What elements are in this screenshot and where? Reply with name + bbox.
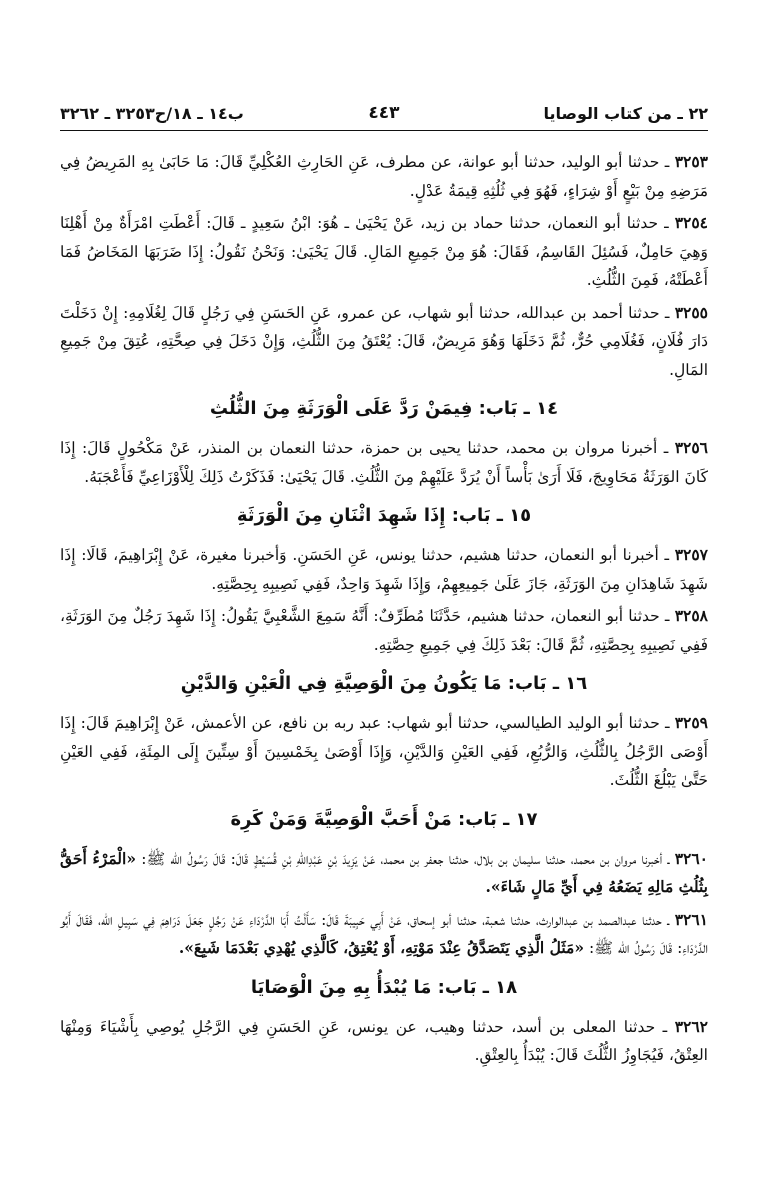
chapter-heading: ١٦ ـ بَاب: مَا يَكُونُ مِنَ الْوَصِيَّةِ فِي الْعَيْنِ وَالدَّيْنِ [180,673,588,694]
hadith-text: ـ حدثنا أبو النعمان، حدثنا حماد بن زيد، عَنْ يَحْيَىٰ ـ هُوَ: ابْنُ سَعِيدٍ ـ قَالَ: أَعْطَتِ امْرَأَةٌ مِنْ أَهْلِنَا وَهِيَ حَامِلٌ، فَسُئِلَ القَاسِمُ، فَقَالَ: هُوَ مِنْ جَمِيعِ المَالِ. قَالَ يَحْيَىٰ: وَنَحْنُ نَقُولُ: إِذَا ضَرَبَهَا المَخَاضُ فَمَا أَعْطَتْهُ، فَمِنَ الثُّلُثِ. [60,214,708,289]
hadith-number: ٣٢٥٣ [674,152,708,171]
hadith-text: ـ حدثنا أحمد بن عبدالله، حدثنا أبو شهاب، عن عمرو، عَنِ الحَسَنِ فِي رَجُلٍ قَالَ لِغُلَامِهِ: إِنْ دَخَلْتَ دَارَ فُلَانٍ، فَغُلَامِي حُرٌّ، ثُمَّ دَخَلَهَا وَهُوَ مَرِيضٌ، قَالَ: يُعْتَقُ مِنَ الثُّلُثِ، وَإِنْ دَخَلَ فِي صِحَّتِهِ، عُتِقَ مِنْ جَمِيعِ المَالِ. [60,303,708,379]
hadith-paragraph [60,906,708,963]
hadith-paragraph [60,299,708,385]
chapter-title: ٢٢ ـ من كتاب الوصايا [543,103,708,123]
hadith-number: ٣٢٥٧ [674,545,708,564]
hadith-paragraph [60,541,708,598]
prophetic-quote: «الْمَرْءُ أَحَقُّ بِثُلُثِ مَالِهِ يَضَعُهُ فِي أَيِّ مَالٍ شَاءَ». [60,848,708,896]
hadith-paragraph [60,845,708,902]
hadith-paragraph [60,1013,708,1070]
hadith-text: ـ حدثنا أبو النعمان، حدثنا هشيم، حَدَّثَنَا مُطَرِّفٌ: أَنَّهُ سَمِعَ الشَّعْبِيَّ يَقُولُ: إِذَا شَهِدَ رَجُلٌ مِنَ الوَرَثَةِ، فَفِي نَصِيبِهِ بِحِصَّتِهِ، ثُمَّ قَالَ: بَعْدَ ذَلِكَ فِي جَمِيعِ حِصَّتِهِ. [60,607,708,654]
hadith-number: ٣٢٦١ [674,909,708,929]
hadith-text: ـ أخبرنا مروان بن محمد، حدثنا سليمان بن بلال، حدثنا جعفر بن محمد، عَنْ يَزِيدَ بْنِ عَبْدِاللهِ بْنِ قُسَيْطٍ قَالَ: قَالَ رَسُولُ الله ﷺ: [136,849,675,868]
hadith-number: ٣٢٦٢ [674,1016,708,1036]
hadith-text: ـ حدثنا أبو الوليد، حدثنا أبو عوانة، عن مطرف، عَنِ الحَارِثِ العُكْلِيِّ قَالَ: مَا حَابَىٰ بِهِ المَرِيضُ فِي مَرَضِهِ مِنْ بَيْعٍ أَوْ شِرَاءٍ، فَهُوَ فِي ثُلُثِهِ قِيمَةُ عَدْلٍ. [60,153,708,200]
hadith-text: ـ حدثنا عبدالصمد بن عبدالوارث، حدثنا شعبة، حدثنا أبو إسحاق، عَنْ أَبِي حَبِيبَةَ قَالَ: سَأَلْتُ أَبَا الدَّرْدَاءِ عَنْ رَجُلٍ جَعَلَ دَرَاهِمَ فِي سَبِيلِ الله، فَقَالَ أَبُو الدَّرْدَاءِ: قَالَ رَسُولُ الله ﷺ: [60,910,708,957]
hadith-range: ب١٤ ـ ١٨/ح٣٢٥٣ ـ ٣٢٦٢ [60,103,244,123]
hadith-paragraph [60,434,708,491]
page-body [60,148,708,1074]
hadith-paragraph [60,602,708,659]
hadith-number: ٣٢٦٠ [674,848,708,868]
hadith-number: ٣٢٥٥ [674,302,708,322]
prophetic-quote: «مَثَلُ الَّذِي يَتَصَدَّقُ عِنْدَ مَوْتِهِ، أَوْ يُعْتِقُ، كَالَّذِي يُهْدِي بَعْدَمَا شَبِعَ». [178,938,585,957]
hadith-paragraph [60,148,708,205]
running-header [60,96,708,131]
hadith-number: ٣٢٥٨ [674,606,708,625]
hadith-text: ـ حدثنا أبو الوليد الطيالسي، حدثنا أبو شهاب: عبد ربه بن نافع، عن الأعمش، عَنْ إِبْرَاهِيمَ قَالَ: إِذَا أَوْصَى الرَّجُلُ بِالثُّلُثِ، وَالرُّبُعِ، فَفِي العَيْنِ وَالدَّيْنِ، وَإِذَا أَوْصَىٰ بِخَمْسِينَ أَوْ سِتِّينَ إِلَى المِئَةِ، فَفِي العَيْنِ حَتَّىٰ يَبْلُغَ الثُّلُثَ. [60,714,708,789]
hadith-paragraph [60,709,708,795]
hadith-paragraph [60,209,708,295]
hadith-number: ٣٢٥٩ [674,713,708,732]
chapter-heading: ١٧ ـ بَاب: مَنْ أَحَبَّ الْوَصِيَّةَ وَمَنْ كَرِهَ [230,808,538,830]
chapter-heading: ١٥ ـ بَاب: إِذَا شَهِدَ اثْنَانِ مِنَ الْوَرَثَةِ [236,505,532,526]
hadith-text: ـ أخبرنا مروان بن محمد، حدثنا يحيى بن حمزة، حدثنا النعمان بن المنذر، عَنْ مَكْحُولٍ قَالَ: إِذَا كَانَ الوَرَثَةُ مَحَاوِيجَ، فَلَا أَرَىٰ بَأْساً أَنْ يُرَدَّ عَلَيْهِمْ مِنَ الثُّلُثِ. قَالَ يَحْيَىٰ: فَذَكَرْتُ ذَلِكَ لِلْأَوْزَاعِيِّ فَأَعْجَبَهُ. [60,439,708,486]
hadith-number: ٣٢٥٦ [674,438,708,457]
chapter-heading: ١٤ ـ بَاب: فِيمَنْ رَدَّ عَلَى الْوَرَثَةِ مِنَ الثُّلُثِ [209,398,559,419]
chapter-heading: ١٨ ـ بَاب: مَا يُبْدَأُ بِهِ مِنَ الْوَصَايَا [250,976,518,998]
hadith-number: ٣٢٥٤ [674,213,708,232]
hadith-text: ـ أخبرنا أبو النعمان، حدثنا هشيم، حدثنا يونس، عَنِ الحَسَنِ. وَأخبرنا مغيرة، عَنْ إِبْرَاهِيمَ، قَالَا: إِذَا شَهِدَ شَاهِدَانِ مِنَ الوَرَثَةِ، جَازَ عَلَىٰ جَمِيعِهِمْ، وَإِذَا شَهِدَ وَاحِدٌ، فَفِي نَصِيبِهِ بِحِصَّتِهِ. [60,546,708,593]
hadith-text: ـ حدثنا المعلى بن أسد، حدثنا وهيب، عن يونس، عَنِ الحَسَنِ فِي الرَّجُلِ يُوصِي بِأَشْيَاءَ وَمِنْهَا العِتْقُ، فَيُجَاوِزُ الثُّلُثَ قَالَ: يُبْدَأُ بِالعِتْقِ. [60,1017,708,1064]
page-number: ٤٤٣ [368,103,400,123]
